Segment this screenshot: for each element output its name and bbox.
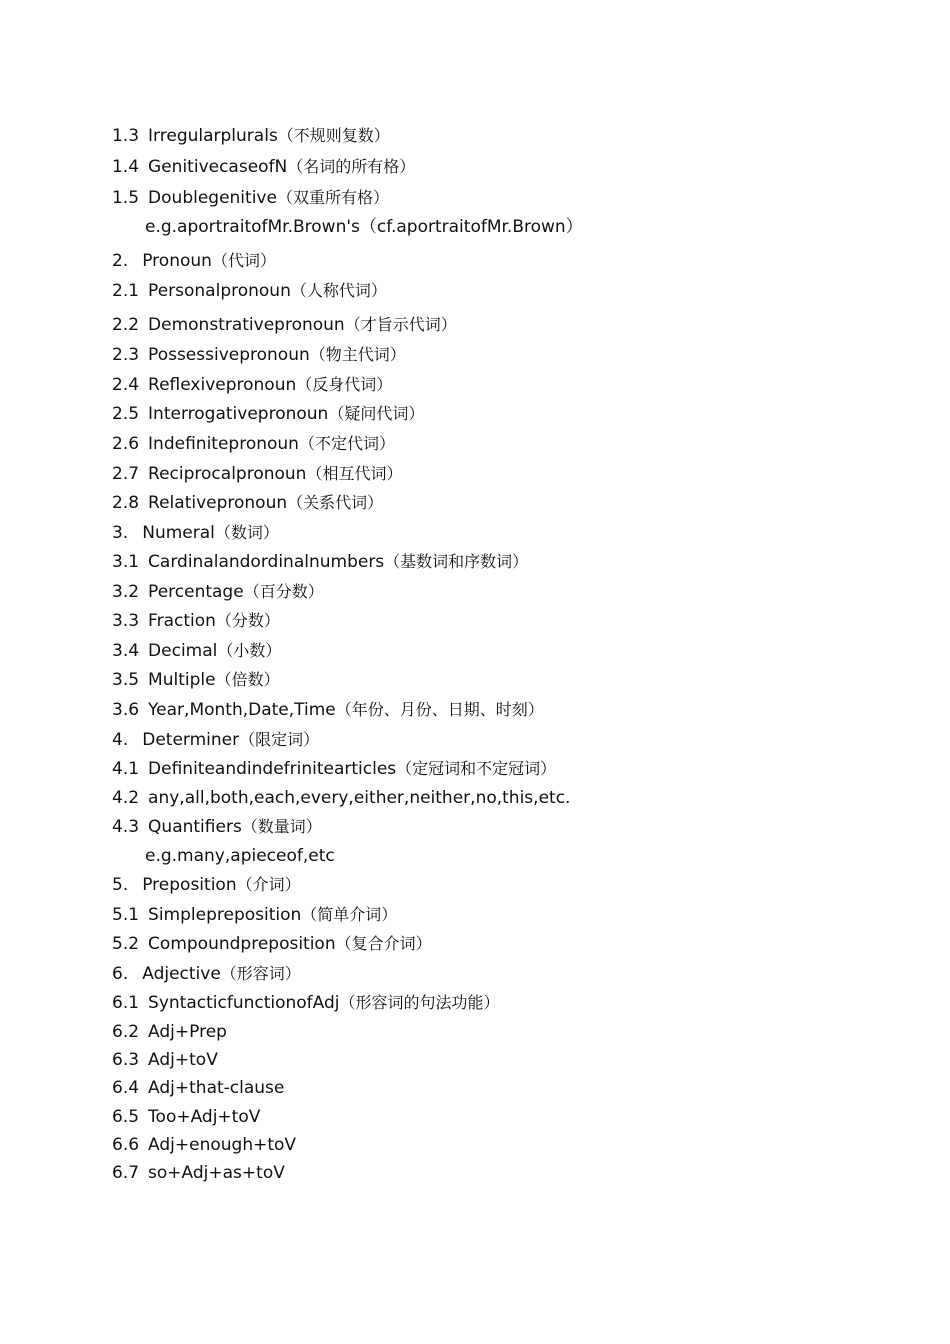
item-title: Decimal <box>148 641 218 661</box>
item-chinese: （复合介词） <box>335 934 432 953</box>
item-title: so+Adj+as+toV <box>148 1163 285 1183</box>
item-number: 1.5 <box>112 188 140 208</box>
outline-heading-6 <box>112 962 301 986</box>
item-title: Reflexivepronoun <box>148 375 297 395</box>
outline-item-4-1 <box>112 757 556 781</box>
item-chinese: （倍数） <box>215 670 280 689</box>
item-title: Preposition <box>142 875 237 895</box>
item-title: Adj+toV <box>148 1050 218 1070</box>
outline-heading-2 <box>112 249 276 273</box>
item-chinese: （双重所有格） <box>276 188 389 207</box>
item-title: Quantifiers <box>148 817 242 837</box>
example-text: e.g.many,apieceof,etc <box>145 846 335 866</box>
outline-example-1-5 <box>145 215 583 239</box>
item-chinese: （关系代词） <box>287 493 384 512</box>
item-number: 5.1 <box>112 905 140 925</box>
outline-item-6-5 <box>112 1105 260 1129</box>
item-number: 6. <box>112 964 129 984</box>
item-chinese: （分数） <box>215 611 280 630</box>
item-number: 6.2 <box>112 1022 140 1042</box>
item-number: 2. <box>112 251 129 271</box>
item-title: Determiner <box>142 730 240 750</box>
outline-item-6-4 <box>112 1076 284 1100</box>
item-chinese: （简单介词） <box>301 905 398 924</box>
outline-heading-3 <box>112 521 279 545</box>
item-title: Adj+enough+toV <box>148 1135 297 1155</box>
item-chinese: （限定词） <box>239 730 320 749</box>
item-number: 2.3 <box>112 345 140 365</box>
item-title: Irregularplurals <box>148 126 278 146</box>
item-number: 1.3 <box>112 126 140 146</box>
item-title: Too+Adj+toV <box>148 1107 261 1127</box>
item-chinese: （才旨示代词） <box>344 315 457 334</box>
item-title: Reciprocalpronoun <box>148 464 307 484</box>
outline-item-3-5 <box>112 668 280 692</box>
item-title: Simplepreposition <box>148 905 302 925</box>
item-number: 6.7 <box>112 1163 140 1183</box>
item-chinese: （相互代词） <box>306 464 403 483</box>
outline-item-2-6 <box>112 432 395 456</box>
item-title: Relativepronoun <box>148 493 288 513</box>
outline-item-6-7 <box>112 1161 285 1185</box>
item-chinese: （形容词的句法功能） <box>339 993 500 1012</box>
item-number: 6.6 <box>112 1135 140 1155</box>
item-chinese: （不定代词） <box>298 434 395 453</box>
item-number: 4.3 <box>112 817 140 837</box>
item-chinese: （介词） <box>236 875 301 894</box>
item-title: Definiteandindefrinitearticles <box>148 759 397 779</box>
item-number: 6.4 <box>112 1078 140 1098</box>
item-number: 1.4 <box>112 157 140 177</box>
item-chinese: （人称代词） <box>290 281 387 300</box>
item-number: 4. <box>112 730 129 750</box>
item-chinese: （百分数） <box>243 582 324 601</box>
item-title: Numeral <box>142 523 215 543</box>
item-chinese: （数量词） <box>241 817 322 836</box>
outline-item-3-2 <box>112 580 324 604</box>
item-chinese: （不规则复数） <box>277 126 390 145</box>
item-chinese: （定冠词和不定冠词） <box>396 759 557 778</box>
outline-item-1-3 <box>112 124 390 148</box>
example-text: e.g.aportraitofMr.Brown's <box>145 217 360 237</box>
outline-heading-4 <box>112 728 319 752</box>
item-title: Adj+Prep <box>148 1022 227 1042</box>
example-comparison: （cf.aportraitofMr.Brown） <box>359 217 583 237</box>
item-chinese: （形容词） <box>220 964 301 983</box>
outline-item-2-4 <box>112 373 392 397</box>
item-number: 2.4 <box>112 375 140 395</box>
item-chinese: （基数词和序数词） <box>384 552 529 571</box>
item-number: 5.2 <box>112 934 140 954</box>
outline-item-2-3 <box>112 343 406 367</box>
item-number: 4.2 <box>112 788 140 808</box>
item-title: Year,Month,Date,Time <box>148 700 336 720</box>
item-title: Fraction <box>148 611 216 631</box>
outline-item-2-2 <box>112 313 457 337</box>
item-title: Interrogativepronoun <box>148 404 329 424</box>
item-title: Cardinalandordinalnumbers <box>148 552 385 572</box>
outline-item-2-1 <box>112 279 387 303</box>
outline-item-1-5 <box>112 186 389 210</box>
outline-item-6-6 <box>112 1133 296 1157</box>
item-number: 2.8 <box>112 493 140 513</box>
item-number: 3.1 <box>112 552 140 572</box>
outline-item-5-2 <box>112 932 432 956</box>
item-number: 3. <box>112 523 129 543</box>
outline-heading-5 <box>112 873 301 897</box>
outline-item-3-1 <box>112 550 528 574</box>
item-title: Personalpronoun <box>148 281 291 301</box>
item-number: 2.5 <box>112 404 140 424</box>
item-title: Multiple <box>148 670 216 690</box>
outline-item-2-8 <box>112 491 383 515</box>
outline-item-4-2 <box>112 786 570 810</box>
item-title: Pronoun <box>142 251 212 271</box>
outline-item-3-6 <box>112 698 544 722</box>
outline-example-4-3 <box>145 844 335 868</box>
outline-item-6-2 <box>112 1020 227 1044</box>
item-number: 3.6 <box>112 700 140 720</box>
outline-item-3-3 <box>112 609 280 633</box>
item-title: Demonstrativepronoun <box>148 315 345 335</box>
item-title: Adj+that-clause <box>148 1078 285 1098</box>
item-title: Indefinitepronoun <box>148 434 299 454</box>
item-number: 3.3 <box>112 611 140 631</box>
item-title: GenitivecaseofN <box>148 157 288 177</box>
item-chinese: （物主代词） <box>309 345 406 364</box>
item-chinese: （代词） <box>211 251 276 270</box>
outline-item-4-3 <box>112 815 322 839</box>
item-title: any,all,both,each,every,either,neither,no,this,etc. <box>148 788 571 808</box>
outline-item-6-1 <box>112 991 500 1015</box>
item-chinese: （小数） <box>217 641 282 660</box>
item-number: 2.7 <box>112 464 140 484</box>
outline-item-5-1 <box>112 903 397 927</box>
item-number: 3.4 <box>112 641 140 661</box>
item-number: 3.5 <box>112 670 140 690</box>
item-title: Compoundpreposition <box>148 934 336 954</box>
item-chinese: （名词的所有格） <box>287 157 416 176</box>
item-title: Doublegenitive <box>148 188 277 208</box>
outline-item-1-4 <box>112 155 415 179</box>
item-title: SyntacticfunctionofAdj <box>148 993 340 1013</box>
item-number: 2.1 <box>112 281 140 301</box>
outline-item-2-5 <box>112 402 424 426</box>
item-chinese: （数词） <box>214 523 279 542</box>
item-title: Adjective <box>142 964 221 984</box>
item-title: Possessivepronoun <box>148 345 310 365</box>
item-chinese: （疑问代词） <box>328 404 425 423</box>
item-number: 6.1 <box>112 993 140 1013</box>
item-number: 6.3 <box>112 1050 140 1070</box>
outline-item-3-4 <box>112 639 281 663</box>
item-title: Percentage <box>148 582 244 602</box>
outline-item-6-3 <box>112 1048 218 1072</box>
item-number: 3.2 <box>112 582 140 602</box>
item-number: 4.1 <box>112 759 140 779</box>
item-number: 5. <box>112 875 129 895</box>
item-number: 6.5 <box>112 1107 140 1127</box>
outline-item-2-7 <box>112 462 402 486</box>
item-number: 2.2 <box>112 315 140 335</box>
item-chinese: （年份、月份、日期、时刻） <box>335 700 544 719</box>
item-number: 2.6 <box>112 434 140 454</box>
item-chinese: （反身代词） <box>296 375 393 394</box>
